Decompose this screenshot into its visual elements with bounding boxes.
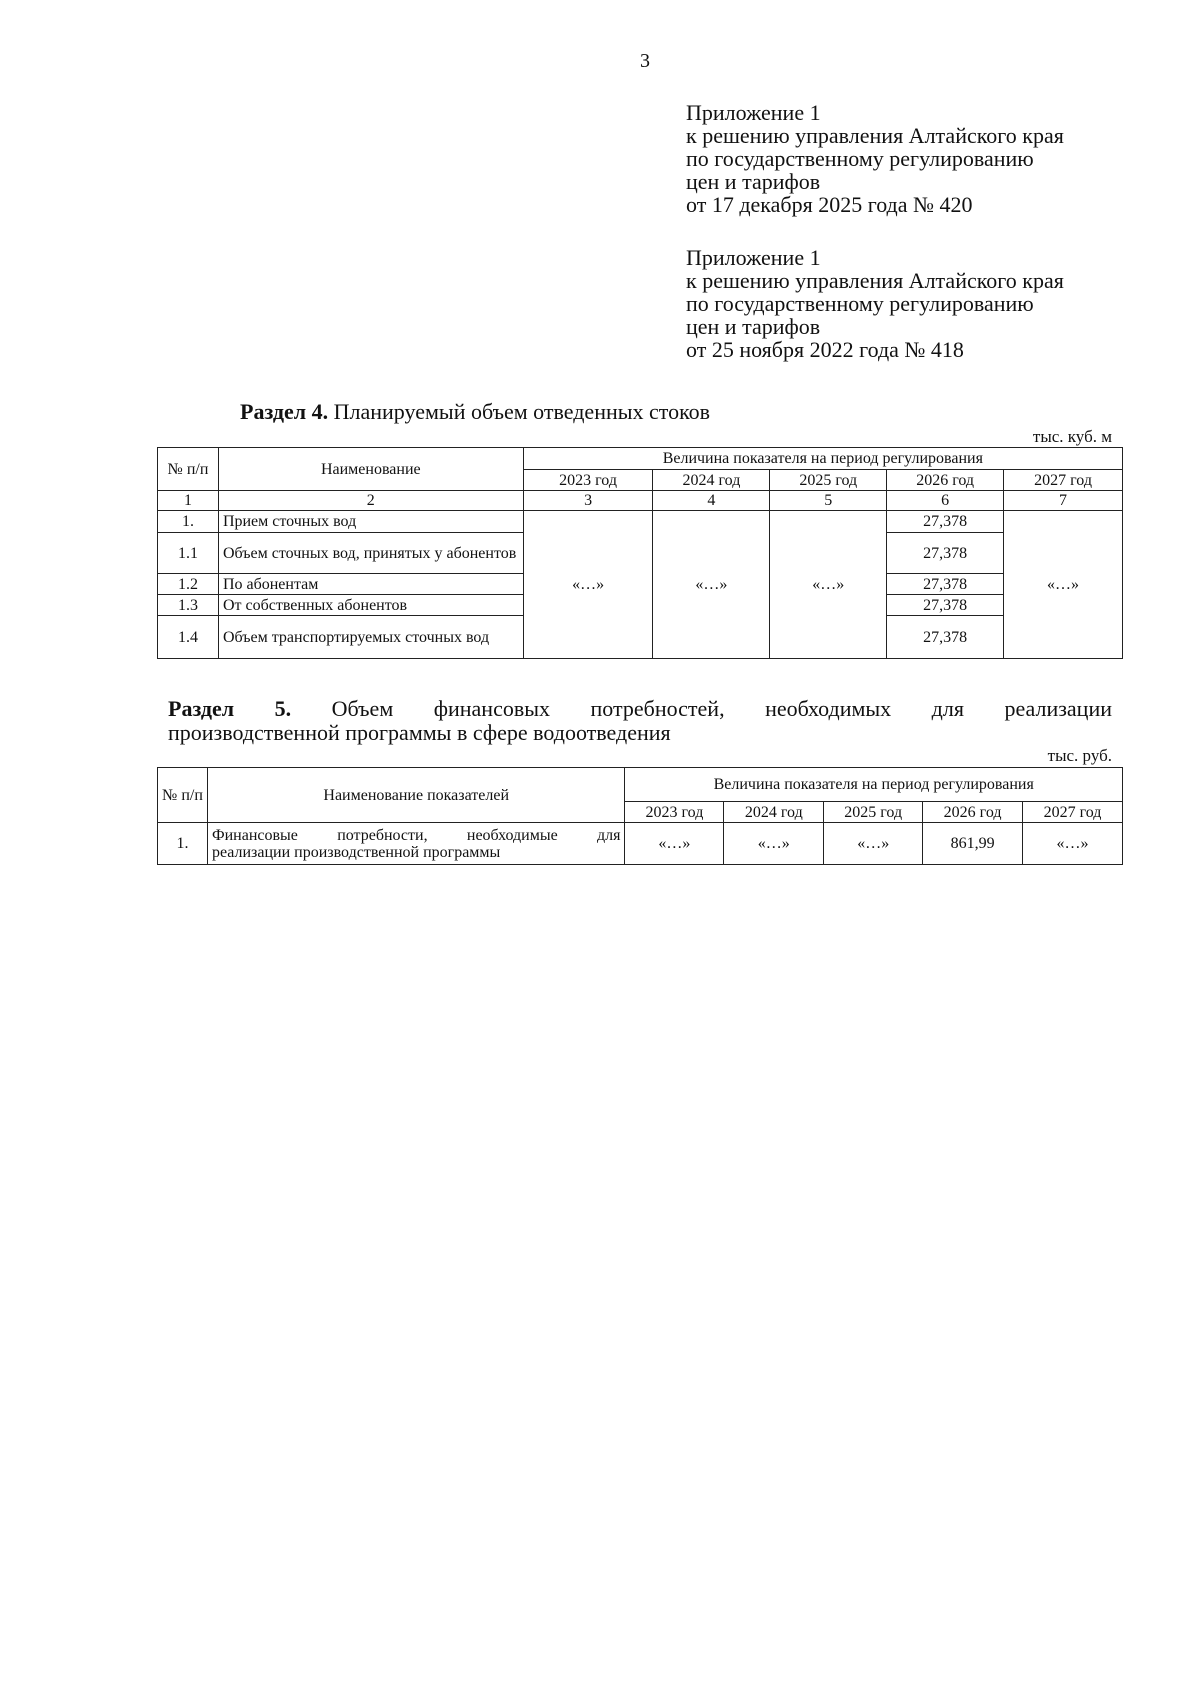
- section4-units: тыс. куб. м: [1032, 427, 1112, 446]
- cell-placeholder: «…»: [653, 511, 770, 659]
- header-year: 2025 год: [824, 802, 923, 823]
- row-num: 1.4: [158, 616, 219, 659]
- section5-title-line1: [168, 697, 1112, 721]
- row-name-line1: Финансовые потребности, необходимые для: [211, 826, 621, 844]
- section5-units: тыс. руб.: [1047, 746, 1112, 765]
- header-year: 2026 год: [923, 802, 1023, 823]
- row-name: Объем транспортируемых сточных вод: [218, 616, 523, 659]
- header-num: № п/п: [158, 768, 208, 823]
- table-row: [158, 823, 1123, 865]
- row-name: Прием сточных вод: [218, 511, 523, 533]
- row-num: 1.: [158, 823, 208, 865]
- table-row: [158, 511, 1123, 533]
- appendix-line: Приложение 1: [686, 100, 821, 125]
- row-name: От собственных абонентов: [218, 595, 523, 616]
- section4-label: Раздел 4.: [240, 399, 329, 424]
- row-num: 1.1: [158, 533, 219, 574]
- row-name: По абонентам: [218, 574, 523, 595]
- col-number: 5: [770, 491, 887, 511]
- header-name: Наименование показателей: [207, 768, 625, 823]
- row-num: 1.: [158, 511, 219, 533]
- header-year: 2026 год: [887, 470, 1004, 491]
- row-name: Объем сточных вод, принятых у абонентов: [218, 533, 523, 574]
- section5-title-line2: производственной программы в сфере водоотведения: [168, 720, 671, 745]
- section5-label: Раздел 5.: [168, 696, 292, 721]
- section4-title: Планируемый объем отведенных стоков: [333, 399, 711, 424]
- appendix-header-current: [686, 101, 1064, 216]
- row-num: 1.3: [158, 595, 219, 616]
- appendix-line: к решению управления Алтайского края: [686, 123, 1064, 148]
- section4-table: [157, 447, 1123, 659]
- row-name-line2: реализации производственной программы: [211, 843, 501, 861]
- header-year: 2027 год: [1023, 802, 1123, 823]
- section5-title-text: Объем финансовых потребностей, необходимых для реализации: [331, 696, 1112, 721]
- appendix-line: от 25 ноября 2022 года № 418: [686, 337, 964, 362]
- cell-value: 27,378: [887, 574, 1004, 595]
- header-num: № п/п: [158, 448, 219, 491]
- header-year: 2024 год: [724, 802, 824, 823]
- cell-value: «…»: [1023, 823, 1123, 865]
- cell-value: 861,99: [923, 823, 1023, 865]
- appendix-line: цен и тарифов: [686, 314, 821, 339]
- header-name: Наименование: [218, 448, 523, 491]
- cell-placeholder: «…»: [1004, 511, 1123, 659]
- cell-placeholder: «…»: [770, 511, 887, 659]
- header-period: Величина показателя на период регулирования: [625, 768, 1123, 802]
- appendix-line: по государственному регулированию: [686, 146, 1034, 171]
- section5-heading: [168, 697, 1112, 745]
- header-year: 2025 год: [770, 470, 887, 491]
- cell-value: 27,378: [887, 533, 1004, 574]
- cell-value: «…»: [724, 823, 824, 865]
- page-number: 3: [640, 50, 650, 72]
- cell-placeholder: «…»: [523, 511, 653, 659]
- appendix-line: к решению управления Алтайского края: [686, 268, 1064, 293]
- appendix-line: цен и тарифов: [686, 169, 821, 194]
- row-num: 1.2: [158, 574, 219, 595]
- cell-value: 27,378: [887, 616, 1004, 659]
- cell-value: «…»: [625, 823, 724, 865]
- appendix-header-original: [686, 246, 1064, 361]
- header-year: 2023 год: [625, 802, 724, 823]
- header-year: 2023 год: [523, 470, 653, 491]
- header-year: 2027 год: [1004, 470, 1123, 491]
- section5-table: [157, 767, 1123, 865]
- appendix-line: от 17 декабря 2025 года № 420: [686, 192, 973, 217]
- row-name: [207, 823, 625, 865]
- col-number: 1: [158, 491, 219, 511]
- header-year: 2024 год: [653, 470, 770, 491]
- col-number: 4: [653, 491, 770, 511]
- col-number: 2: [218, 491, 523, 511]
- col-number: 3: [523, 491, 653, 511]
- col-number: 6: [887, 491, 1004, 511]
- cell-value: «…»: [824, 823, 923, 865]
- header-period: Величина показателя на период регулирования: [523, 448, 1122, 470]
- col-number: 7: [1004, 491, 1123, 511]
- appendix-line: Приложение 1: [686, 245, 821, 270]
- appendix-line: по государственному регулированию: [686, 291, 1034, 316]
- section4-heading: [240, 400, 710, 424]
- cell-value: 27,378: [887, 595, 1004, 616]
- cell-value: 27,378: [887, 511, 1004, 533]
